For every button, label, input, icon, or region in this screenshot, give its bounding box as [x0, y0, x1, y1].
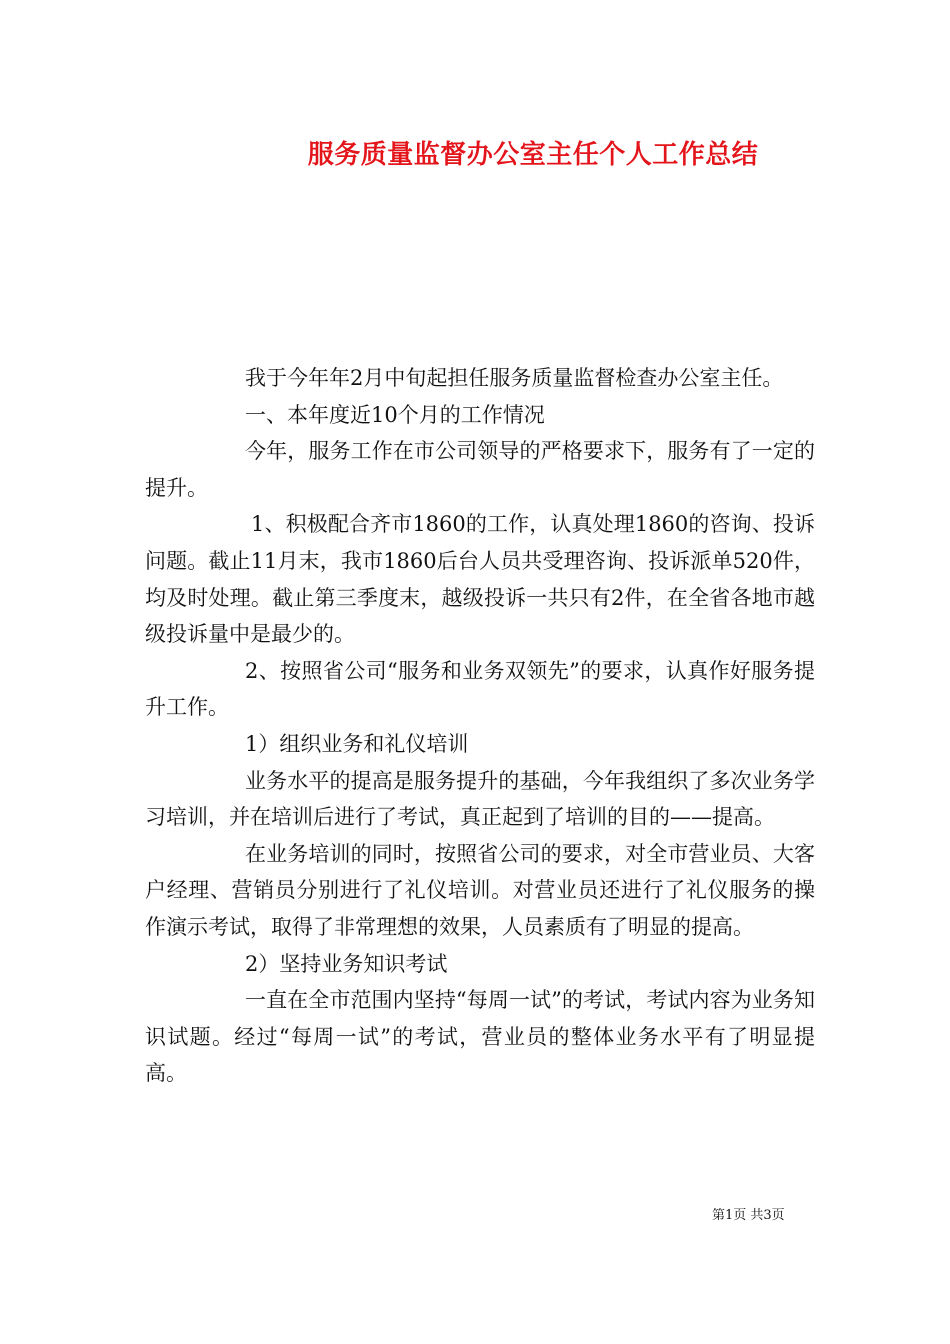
paragraph: 在业务培训的同时，按照省公司的要求，对全市营业员、大客户经理、营销员分别进行了礼仪培训。对营业员还进行了礼仪服务的操作演示考试，取得了非常理想的效果，人员素质有了明显的提高。	[145, 841, 815, 939]
subsection-heading: 1）组织业务和礼仪培训	[245, 731, 469, 756]
paragraph: 我于今年年2月中旬起担任服务质量监督检查办公室主任。	[245, 366, 784, 390]
paragraph: 一直在全市范围内坚持“每周一试”的考试，考试内容为业务知识试题。经过“每周一试”的考试，营业员的整体业务水平有了明显提高。	[145, 988, 815, 1086]
paragraph: 2、按照省公司“服务和业务双领先”的要求，认真作好服务提升工作。	[145, 658, 815, 720]
paragraph: 今年，服务工作在市公司领导的严格要求下，服务有了一定的提升。	[145, 439, 815, 500]
page-number-footer: 第1页 共3页	[712, 1208, 785, 1223]
paragraph: 业务水平的提高是服务提升的基础，今年我组织了多次业务学习培训，并在培训后进行了考试，真正起到了培训的目的——提高。	[145, 768, 815, 830]
paragraph: 1、积极配合齐市1860的工作，认真处理1860的咨询、投诉问题。截止11月末，我市1860后台人员共受理咨询、投诉派单520件，均及时处理。截止第三季度末，越级投诉一共只有2件，在全省各地市越级投诉量中是最少的。	[145, 512, 815, 647]
document-body	[145, 360, 815, 1092]
document-title: 服务质量监督办公室主任个人工作总结	[307, 140, 759, 170]
section-heading: 一、本年度近10个月的工作情况	[245, 402, 545, 427]
subsection-heading: 2）坚持业务知识考试	[245, 951, 448, 976]
